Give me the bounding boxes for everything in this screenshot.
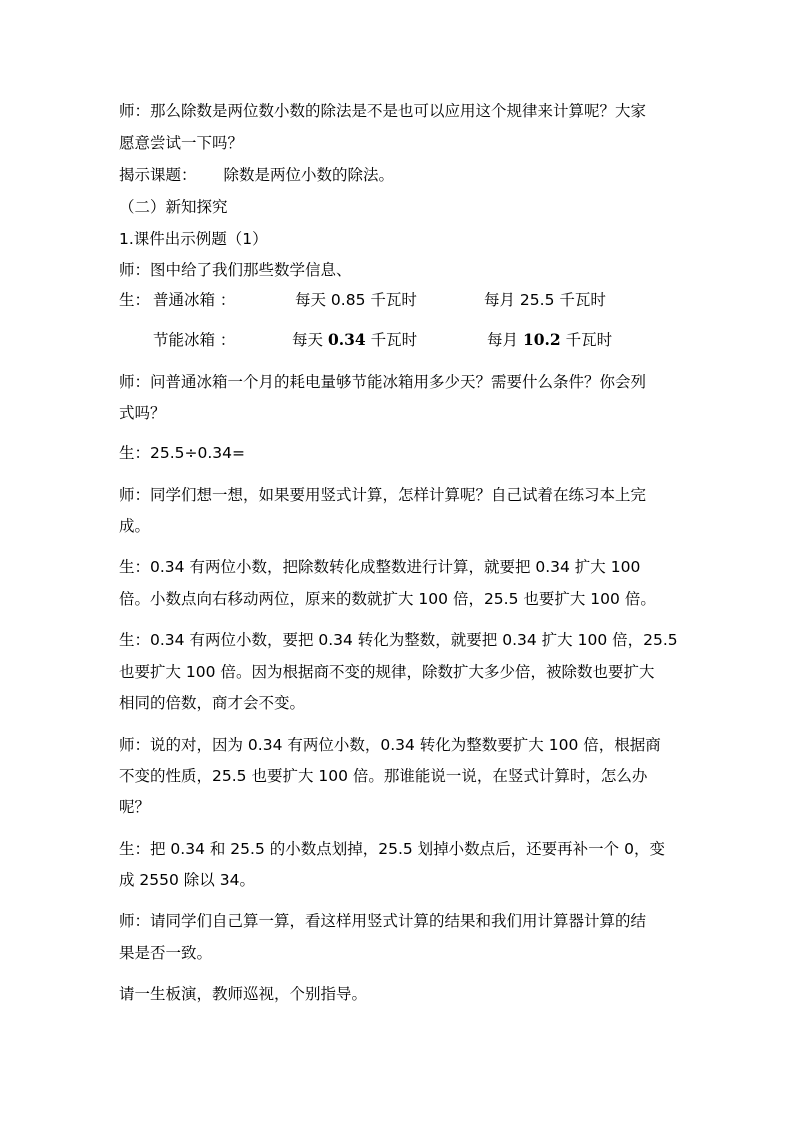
text-line: 生：0.34 有两位小数，把除数转化成整数进行计算，就要把 0.34 扩大 100 [119,558,641,576]
text-line: 生：25.5÷0.34= [119,444,245,462]
text-line: 倍。小数点向右移动两位，原来的数就扩大 100 倍，25.5 也要扩大 100 倍。 [119,590,656,608]
fridge-name-regular: 普通冰箱 ： [153,291,236,309]
text-line: 生：0.34 有两位小数，要把 0.34 转化为整数，就要把 0.34 扩大 100 倍，25.5 [119,631,678,649]
fridge-name-saving: 节能冰箱 ： [153,331,236,349]
fridge-row-speaker: 生： [119,291,151,309]
text-line: 师：图中给了我们那些数学信息、 [119,261,352,279]
text-line: 请一生板演，教师巡视，个别指导。 [119,985,368,1003]
text-line: 呢？ [119,798,151,816]
text-line: 生：把 0.34 和 25.5 的小数点划掉，25.5 划掉小数点后，还要再补一个 0，变 [119,840,665,858]
text-line: 师：说的对，因为 0.34 有两位小数，0.34 转化为整数要扩大 100 倍，根据商 [119,736,661,754]
text-line: 不变的性质，25.5 也要扩大 100 倍。那谁能说一说，在竖式计算时，怎么办 [119,767,648,785]
text-line: 相同的倍数，商才会不变。 [119,694,306,712]
topic-label: 揭示课题： [119,166,197,184]
fridge-daily-regular: 每天 0.85 千瓦时 [295,291,417,309]
section-heading: （二）新知探究 [119,198,228,216]
text-line: 愿意尝试一下吗？ [119,134,244,152]
topic-line [119,165,394,185]
text-line: 师：同学们想一想，如果要用竖式计算，怎样计算呢？自己试着在练习本上完 [119,486,647,504]
text-line: 成。 [119,517,151,535]
text-line: 1.课件出示例题（1） [119,230,268,248]
topic-title: 除数是两位小数的除法。 [223,166,395,184]
fridge-monthly-regular: 每月 25.5 千瓦时 [484,291,606,309]
text-line: 师：请同学们自己算一算，看这样用竖式计算的结果和我们用计算器计算的结 [119,912,647,930]
text-line: 果是否一致。 [119,944,213,962]
text-line: 师：那么除数是两位数小数的除法是不是也可以应用这个规律来计算呢？大家 [119,102,647,120]
fridge-monthly-saving: 每月 10.2 千瓦时 [487,330,613,349]
fridge-daily-saving: 每天 0.34 千瓦时 [292,330,418,349]
text-line: 式吗？ [119,404,166,422]
text-line: 也要扩大 100 倍。因为根据商不变的规律，除数扩大多少倍，被除数也要扩大 [119,663,655,681]
text-line: 师：问普通冰箱一个月的耗电量够节能冰箱用多少天？需要什么条件？你会列 [119,373,647,391]
text-line: 成 2550 除以 34。 [119,871,255,889]
